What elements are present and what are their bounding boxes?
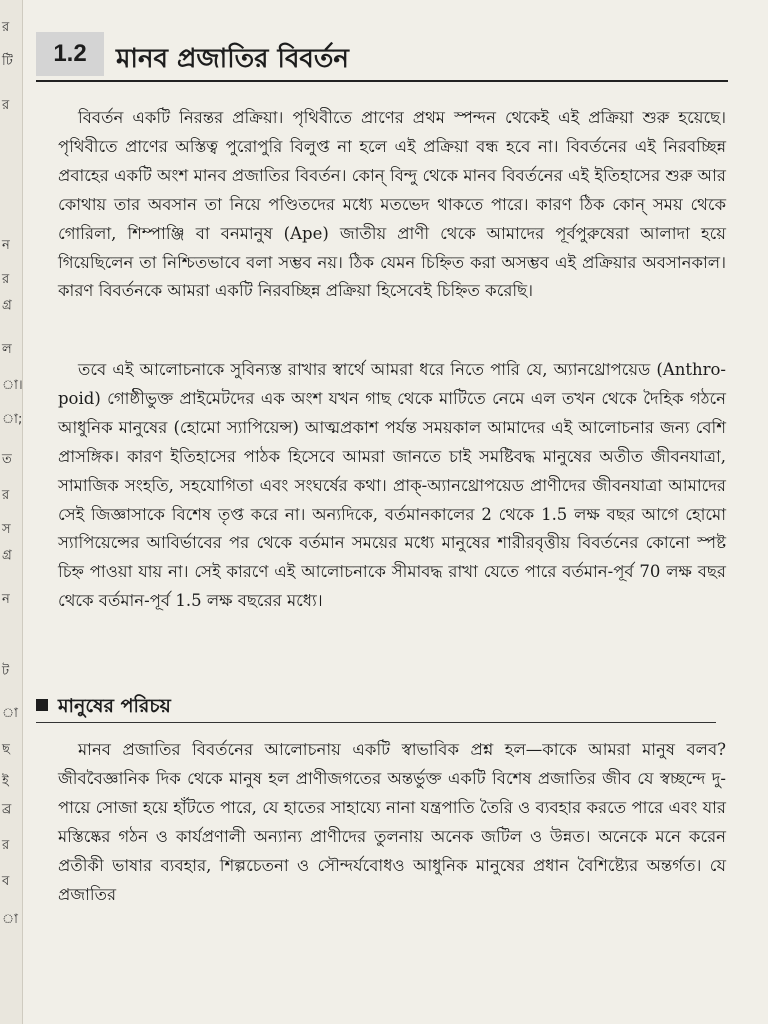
- gutter-fragment: ই: [2, 774, 9, 789]
- paragraph: [58, 356, 726, 616]
- gutter-fragment: গ্র: [2, 548, 12, 563]
- gutter-fragment: ল: [2, 342, 12, 357]
- paragraph: [58, 736, 726, 909]
- gutter-fragment: া: [2, 912, 18, 927]
- gutter-fragment: টি: [2, 54, 13, 69]
- section-title: মানব প্রজাতির বিবর্তন: [116, 44, 349, 74]
- gutter-fragment: ছ: [2, 742, 10, 757]
- paragraph-text: মানব প্রজাতির বিবর্তনের আলোচনায় একটি স্বাভাবিক প্রশ্ন হল—কাকে আমরা মানুষ বলব? জীববৈজ্ঞানিক দিক থেকে মানুষ হল প্রাণীজগতের অন্তর্ভুক্ত একটি বিশেষ প্রজাতির জীব যে স্বচ্ছন্দে দু-পায়ে সোজা হয়ে হাঁটতে পারে, যে হাতের সাহায্যে নানা যন্ত্রপাতি তৈরি ও ব্যবহার করতে পারে এবং যার মস্তিষ্কের গঠন ও কার্যপ্রণালী অন্যান্য প্রাণীদের তুলনায় অনেক জটিল ও উন্নত। অনেকে মনে করেন প্রতীকী ভাষার ব্যবহার, শিল্পচেতনা ও সৌন্দর্যবোধও আধুনিক মানুষের প্রধান বৈশিষ্ট্যের অন্তর্গত। যে প্রজাতির: [58, 740, 726, 904]
- section-heading: [36, 28, 728, 82]
- gutter-fragment: ন: [2, 592, 10, 607]
- paragraph-text: বিবর্তন একটি নিরন্তর প্রক্রিয়া। পৃথিবীতে প্রাণের প্রথম স্পন্দন থেকেই এই প্রক্রিয়া শুরু হয়েছে। পৃথিবীতে প্রাণের অস্তিত্ব পুরোপুরি বিলুপ্ত না হলে এই প্রক্রিয়া বন্ধ হবে না। বিবর্তনের এই নিরবচ্ছিন্ন প্রবাহের একটি অংশ মানব প্রজাতির বিবর্তন। কোন্ বিন্দু থেকে মানব বিবর্তনের এই ইতিহাসের শুরু আর কোথায় তার অবসান তা নিয়ে পণ্ডিতদের মধ্যে মতভেদ থাকতে পারে। কারণ ঠিক কোন্ সময় থেকে গোরিলা, শিম্পাঞ্জি বা বনমানুষ (Ape) জাতীয় প্রাণী থেকে আমাদের পূর্বপুরুষেরা আলাদা হয়ে গিয়েছিলেন তা নিশ্চিতভাবে বলা সম্ভব নয়। ঠিক যেমন চিহ্নিত করা অসম্ভব এই প্রক্রিয়ার অবসানকাল। কারণ বিবর্তনকে আমরা একটি নিরবচ্ছিন্ন প্রক্রিয়া হিসেবেই চিহ্নিত করেছি।: [58, 108, 726, 301]
- gutter-fragment: ব্র: [2, 802, 12, 817]
- gutter-fragment: া।: [2, 378, 23, 393]
- gutter-fragment: ব: [2, 874, 10, 889]
- gutter-fragment: র: [2, 272, 10, 287]
- gutter-fragment: র: [2, 838, 10, 853]
- gutter-fragment: ন: [2, 238, 10, 253]
- subsection-title: মানুষের পরিচয়: [58, 695, 171, 717]
- subsection-heading: [36, 690, 716, 723]
- gutter-fragment: ত: [2, 452, 12, 467]
- gutter-fragment: র: [2, 98, 10, 113]
- paragraph-text: তবে এই আলোচনাকে সুবিন্যস্ত রাখার স্বার্থে আমরা ধরে নিতে পারি যে, অ্যানথ্রোপয়েড (Anthro-poid) গোষ্ঠীভুক্ত প্রাইমেটদের এক অংশ যখন গাছ থেকে মাটিতে নেমে এল তখন থেকে দৈহিক গঠনে আধুনিক মানুষের (হোমো স্যাপিয়েন্স) আত্মপ্রকাশ পর্যন্ত সময়কাল আমাদের এই আলোচনার জন্য বেশি প্রাসঙ্গিক। কারণ ইতিহাসের পাঠক হিসেবে আমরা জানতে চাই সমষ্টিবদ্ধ মানুষের অতীত জীবনযাত্রা, সামাজিক সংহতি, সহযোগিতা এবং সংঘর্ষের কথা। প্রাক্-অ্যানথ্রোপয়েড প্রাণীদের জীবনযাত্রা আমাদের সেই জিজ্ঞাসাকে বিশেষ তৃপ্ত করে না। অন্যদিকে, বর্তমানকালের 2 থেকে 1.5 লক্ষ বছর আগে হোমো স্যাপিয়েন্সের আবির্ভাবের পর থেকে বর্তমান সময়ের মধ্যে মানুষের শারীরবৃত্তীয় বিবর্তনের কোনো স্পষ্ট চিহ্ন পাওয়া যায় না। সেই কারণে এই আলোচনাকে সীমাবদ্ধ রাখা যেতে পারে বর্তমান-পূর্ব 70 লক্ষ বছর থেকে বর্তমান-পূর্ব 1.5 লক্ষ বছরের মধ্যে।: [58, 360, 726, 611]
- gutter-fragment: র: [2, 20, 10, 35]
- square-bullet-icon: [36, 699, 48, 711]
- gutter-fragment: র: [2, 488, 10, 503]
- gutter-fragment: স: [2, 522, 11, 537]
- gutter-fragment: গ্র: [2, 298, 12, 313]
- gutter-fragment: া: [2, 706, 18, 721]
- section-number: 1.2: [36, 32, 104, 76]
- gutter-fragment: া;: [2, 412, 23, 427]
- previous-page-margin: [0, 0, 23, 1024]
- gutter-fragment: ট: [2, 664, 10, 679]
- paragraph: [58, 104, 726, 306]
